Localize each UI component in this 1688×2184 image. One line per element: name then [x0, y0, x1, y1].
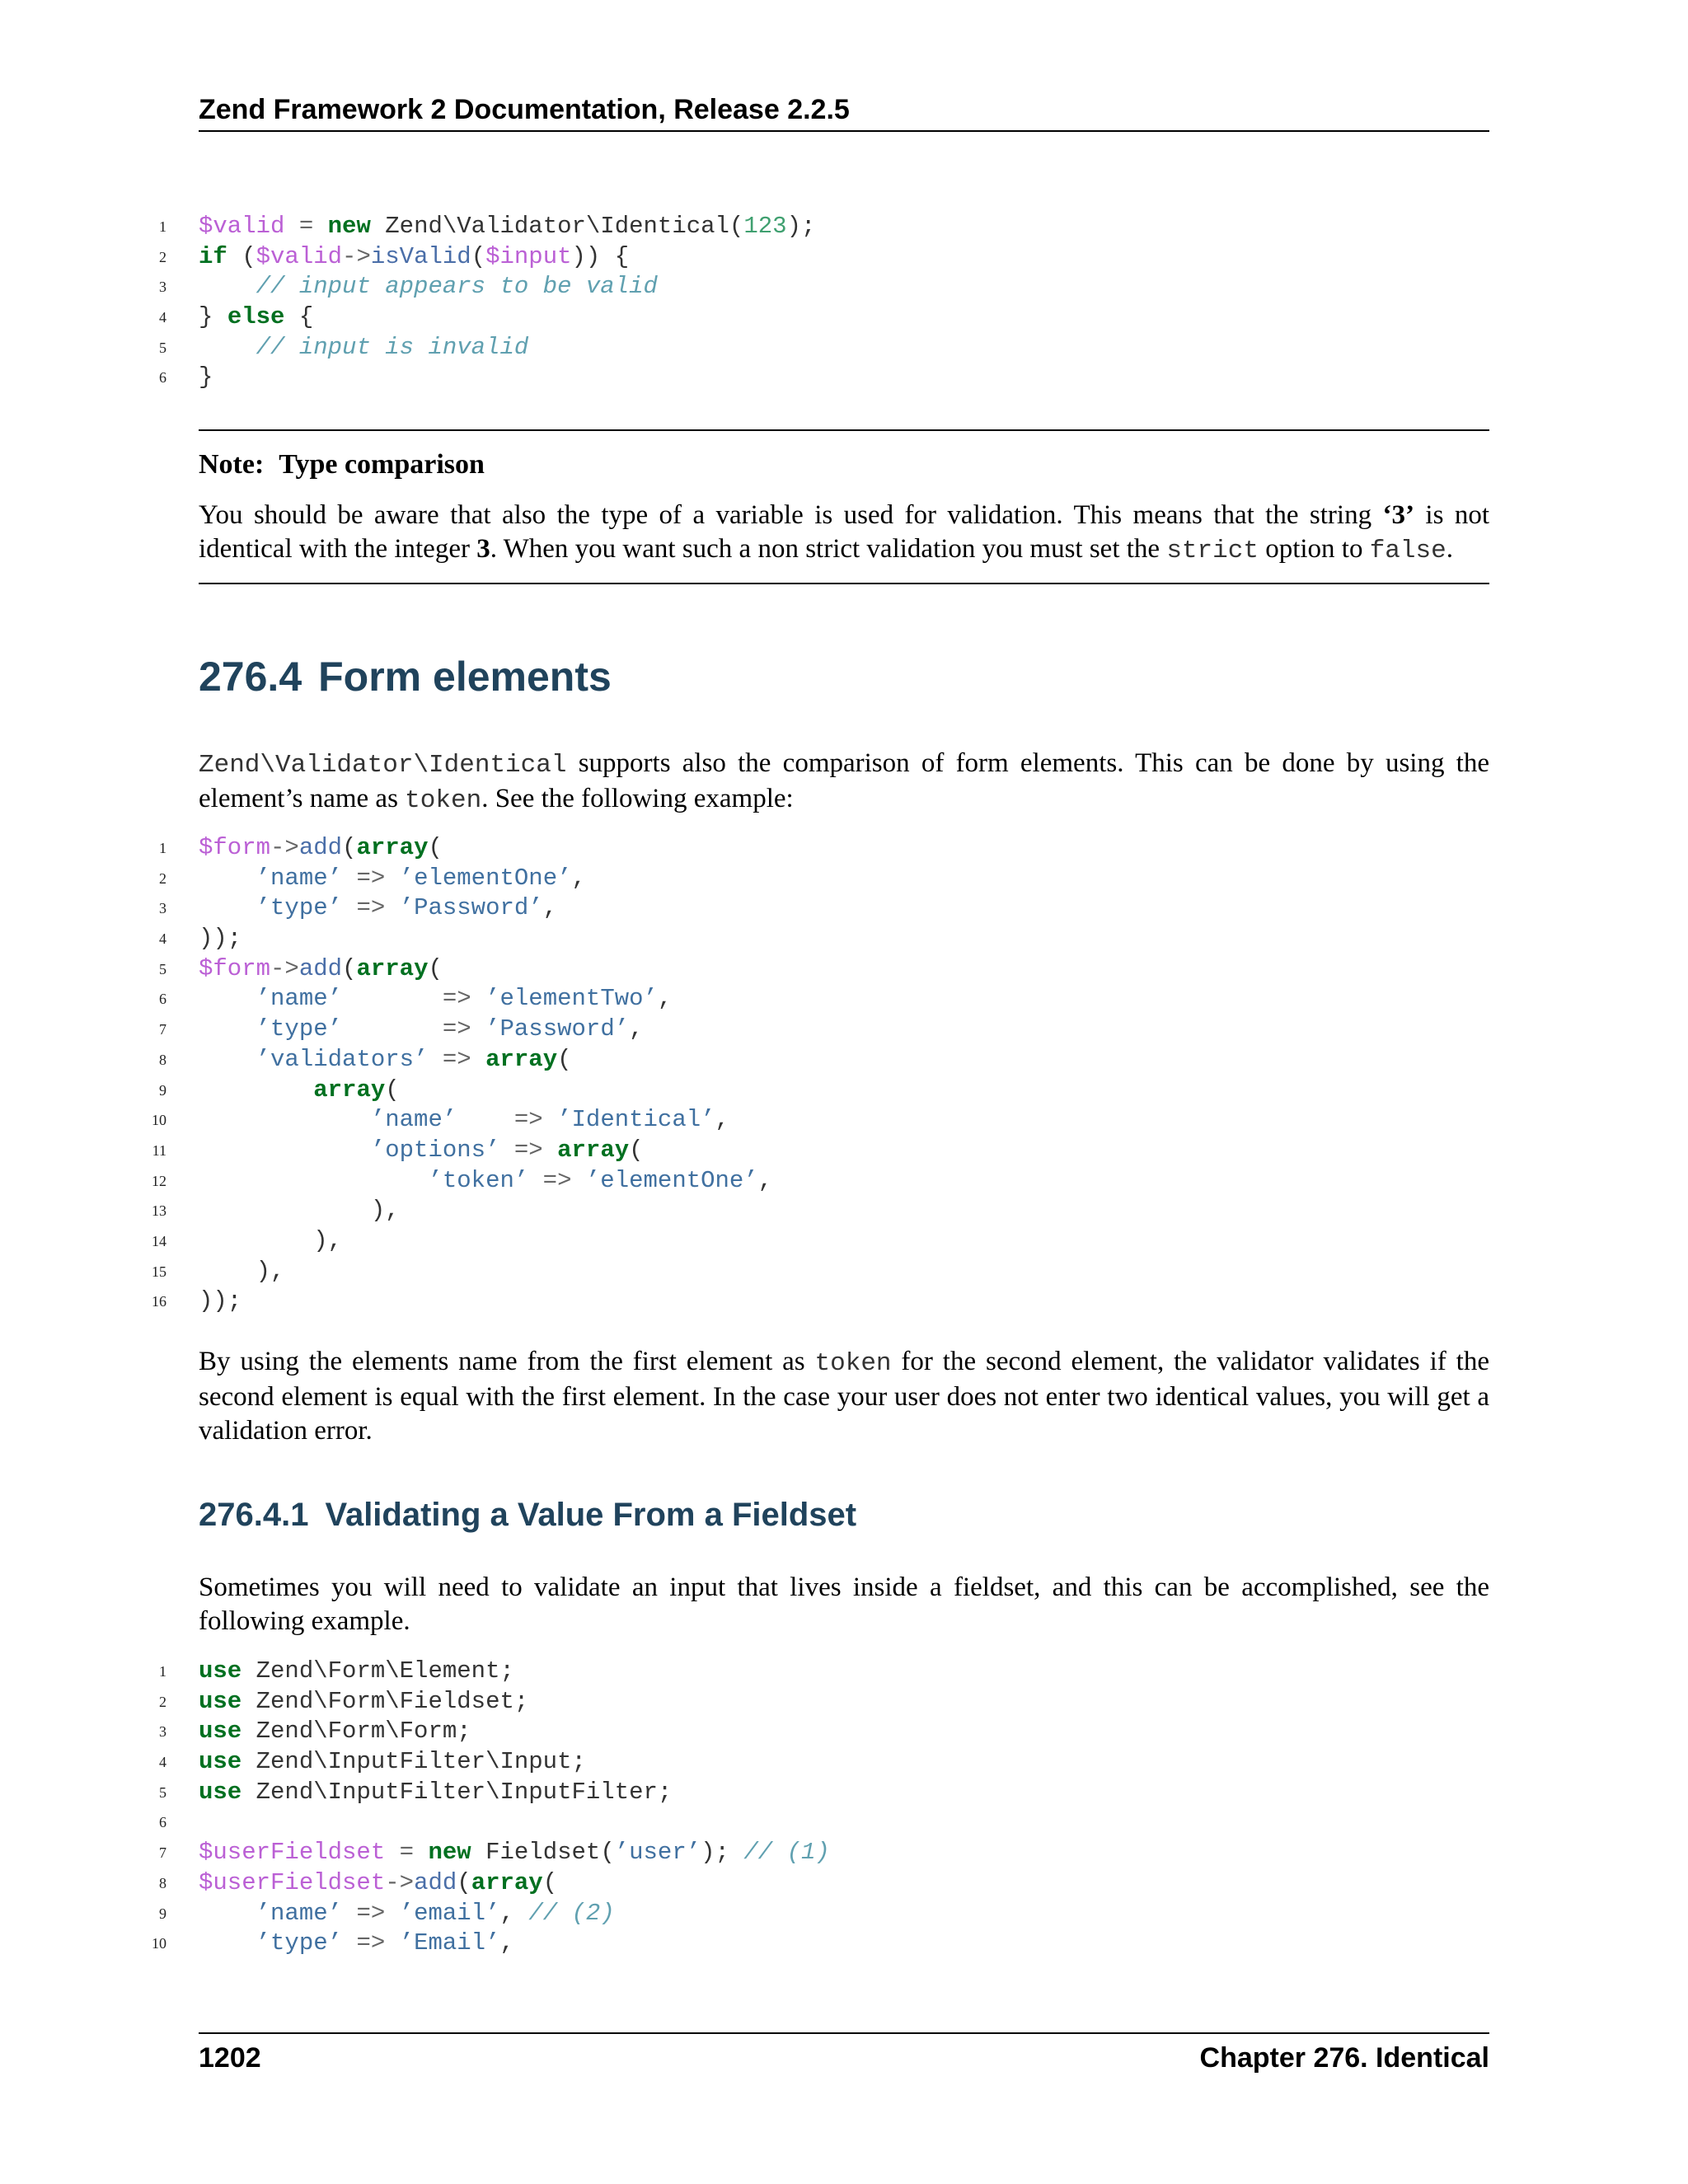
code-token: add: [298, 954, 343, 982]
code-token: ,: [571, 864, 586, 892]
code-text: [199, 864, 586, 894]
section-number: 276.4: [199, 654, 302, 700]
code-token: ));: [199, 925, 242, 953]
line-number: 15: [152, 1263, 166, 1280]
code-token: ’token’: [428, 1166, 529, 1194]
line-number: 5: [159, 1783, 166, 1801]
code-line: [132, 924, 1492, 954]
code-token: Fieldset(: [471, 1839, 615, 1867]
code-token: Zend\InputFilter\InputFilter;: [241, 1778, 673, 1806]
code-text: [199, 984, 672, 1015]
code-token: ’Password’: [485, 1015, 630, 1043]
code-text: [199, 1045, 572, 1076]
code-token: array: [557, 1136, 630, 1164]
code-token: new: [428, 1839, 471, 1867]
code-text: [199, 363, 213, 393]
code-token: ),: [199, 1257, 285, 1285]
code-token: ’name’: [256, 1899, 343, 1927]
code-token: ’Identical’: [557, 1106, 715, 1134]
code-token: [199, 1900, 256, 1927]
code-text: [199, 333, 528, 363]
inline-code-class: Zend\Validator\Identical: [199, 751, 567, 780]
code-token: // (2): [528, 1899, 615, 1927]
section-explanation-paragraph: [199, 1345, 1489, 1448]
note-bottom-rule: [199, 583, 1489, 584]
inline-code-token: token: [405, 786, 482, 815]
code-line: [132, 363, 1492, 393]
code-token: // input is invalid: [256, 333, 529, 361]
line-number: 3: [159, 279, 166, 296]
code-text: [199, 1687, 528, 1718]
code-token: ),: [199, 1226, 343, 1254]
code-token: [457, 1106, 514, 1133]
code-token: ’validators’: [256, 1045, 429, 1073]
code-token: =>: [513, 1106, 558, 1134]
code-token: [199, 1929, 256, 1957]
code-line: [132, 1105, 1492, 1136]
note-bold-string: ‘3’: [1382, 500, 1414, 530]
line-number: 11: [152, 1141, 166, 1159]
line-number: 13: [152, 1202, 166, 1220]
line-number: 4: [159, 309, 166, 326]
code-line: [132, 1015, 1492, 1045]
code-token: ’type’: [256, 1015, 343, 1043]
line-number: 1: [159, 1663, 166, 1680]
line-number: 16: [152, 1293, 166, 1310]
code-token: =>: [342, 1899, 400, 1927]
note-top-rule: [199, 429, 1489, 431]
code-token: add: [298, 834, 343, 861]
code-token: (: [342, 954, 357, 982]
line-number: 4: [159, 1754, 166, 1771]
code-text: [199, 242, 629, 273]
code-token: (: [227, 242, 256, 270]
code-text: [199, 1226, 342, 1257]
code-token: ,: [629, 1015, 644, 1043]
code-token: [199, 985, 256, 1012]
line-number: 6: [159, 1814, 166, 1831]
code-token: isValid: [370, 242, 471, 270]
code-token: [199, 273, 256, 300]
code-line: [132, 1136, 1492, 1166]
code-token: =>: [342, 894, 400, 922]
code-line: [132, 1717, 1492, 1747]
code-text: [199, 1899, 615, 1929]
code-line: [132, 1868, 1492, 1899]
line-number: 8: [159, 1051, 166, 1068]
code-text: [199, 1015, 644, 1045]
code-token: ’elementOne’: [585, 1166, 758, 1194]
paragraph-text: for the second element, the validator validates if the second element is equal with the first element. In the case your user does not enter two identical values, you will get a validation error.: [199, 1347, 1489, 1446]
code-token: $valid: [256, 242, 343, 270]
inline-code-token: token: [814, 1349, 892, 1378]
code-line: [132, 1076, 1492, 1106]
code-token: [342, 1015, 443, 1043]
code-token: ’name’: [256, 985, 343, 1013]
code-token: Zend\InputFilter\Input;: [241, 1748, 586, 1776]
note-text: You should be aware that also the type of a variable is used for validation. This means that the string: [199, 500, 1383, 530]
subsection-paragraph: Sometimes you will need to validate an input that lives inside a fieldset, and this can be accomplished, see the following example.: [199, 1572, 1489, 1636]
code-token: use: [199, 1687, 242, 1715]
code-token: ’Password’: [399, 894, 543, 922]
code-token: 123: [743, 213, 787, 240]
code-line: [132, 302, 1492, 333]
line-number: 14: [152, 1232, 166, 1249]
code-token: use: [199, 1657, 242, 1685]
code-text: [199, 1838, 830, 1868]
code-token: );: [786, 213, 816, 240]
code-token: Zend\Form\Fieldset;: [241, 1687, 529, 1715]
code-token: [199, 1046, 256, 1073]
code-token: ->: [270, 954, 299, 982]
code-text: [199, 1286, 241, 1317]
code-token: (: [471, 242, 486, 270]
note-title: [199, 449, 485, 480]
code-line: [132, 1687, 1492, 1718]
line-number: 5: [159, 960, 166, 977]
code-token: ,: [499, 1899, 529, 1927]
line-number: 2: [159, 1693, 166, 1710]
inline-code-false: false: [1369, 537, 1447, 565]
code-token: (: [629, 1136, 644, 1164]
code-token: [199, 1015, 256, 1043]
code-token: ’email’: [399, 1899, 500, 1927]
page-number: 1202: [199, 2042, 261, 2074]
note-text: option to: [1258, 534, 1370, 564]
code-line: [132, 1929, 1492, 1959]
code-text: [199, 833, 443, 864]
code-text: [199, 1076, 400, 1106]
code-line: [132, 1657, 1492, 1687]
code-token: =>: [342, 1929, 400, 1957]
code-token: array: [356, 834, 429, 861]
code-token: =: [284, 213, 328, 240]
line-number: 10: [152, 1935, 166, 1952]
code-token: [199, 865, 256, 892]
code-line: [132, 864, 1492, 894]
code-token: =>: [528, 1166, 586, 1194]
section-intro-paragraph: [199, 747, 1489, 818]
code-text: [199, 1717, 471, 1747]
code-line: [132, 333, 1492, 363]
code-token: =>: [428, 1045, 486, 1073]
code-line: [132, 893, 1492, 924]
code-line: [132, 1899, 1492, 1929]
code-text: [199, 924, 241, 954]
code-line: [132, 1226, 1492, 1257]
code-token: $userFieldset: [199, 1868, 386, 1896]
code-token: ,: [657, 985, 673, 1013]
code-text: [199, 272, 658, 302]
code-token: ->: [385, 1868, 415, 1896]
code-token: $input: [485, 242, 572, 270]
code-token: ->: [342, 242, 371, 270]
line-number: 4: [159, 930, 166, 948]
code-token: array: [485, 1045, 558, 1073]
code-text: [199, 1105, 729, 1136]
code-token: ’elementTwo’: [485, 985, 658, 1013]
code-block-1: [132, 212, 1492, 393]
line-number: 6: [159, 991, 166, 1008]
line-number: 9: [159, 1081, 166, 1099]
note-paragraph: [199, 499, 1489, 568]
code-block-3: [132, 1657, 1492, 1959]
line-number: 2: [159, 248, 166, 265]
code-token: ’Email’: [399, 1929, 500, 1957]
chapter-title: Chapter 276. Identical: [1199, 2042, 1489, 2074]
code-token: }: [199, 303, 227, 331]
code-token: ’name’: [370, 1106, 457, 1134]
code-token: (: [385, 1076, 400, 1104]
note-text: . When you want such a non strict validation you must set the: [490, 534, 1167, 564]
code-token: =>: [442, 1015, 486, 1043]
line-number: 5: [159, 339, 166, 356]
code-line: [132, 212, 1492, 242]
code-block-2: [132, 833, 1492, 1317]
paragraph-text: supports also the comparison of form elements. This can be done by using the element’s name as: [199, 748, 1489, 813]
code-token: Zend\Validator\Identical(: [370, 213, 744, 240]
code-line: [132, 1286, 1492, 1317]
code-token: =>: [442, 985, 486, 1013]
code-token: ’user’: [614, 1839, 701, 1867]
code-token: array: [313, 1076, 386, 1104]
code-token: ,: [499, 1929, 514, 1957]
code-token: [199, 334, 256, 361]
code-token: ),: [199, 1197, 400, 1225]
code-token: ’name’: [256, 864, 343, 892]
code-token: (: [542, 1868, 558, 1896]
note-text: .: [1446, 534, 1453, 564]
code-token: (: [342, 834, 357, 861]
code-token: (: [457, 1868, 471, 1896]
inline-code-strict: strict: [1166, 537, 1259, 565]
code-token: ->: [270, 834, 299, 861]
code-token: // (1): [743, 1839, 830, 1867]
line-number: 3: [159, 1723, 166, 1741]
line-number: 9: [159, 1905, 166, 1922]
code-token: ’type’: [256, 894, 343, 922]
line-number: 1: [159, 840, 166, 856]
code-text: [199, 1747, 586, 1778]
code-token: ,: [542, 894, 558, 922]
code-token: (: [557, 1045, 572, 1073]
code-token: $userFieldset: [199, 1839, 386, 1867]
code-text: [199, 1929, 514, 1959]
line-number: 2: [159, 869, 166, 887]
code-token: (: [428, 954, 443, 982]
subsection-title: Validating a Value From a Fieldset: [325, 1497, 857, 1533]
subsection-number: 276.4.1: [199, 1497, 309, 1533]
code-line: [132, 242, 1492, 273]
code-text: [199, 1657, 514, 1687]
code-line: [132, 272, 1492, 302]
line-number: 7: [159, 1844, 166, 1862]
code-token: ,: [715, 1106, 729, 1134]
code-line: [132, 1807, 1492, 1838]
running-header: Zend Framework 2 Documentation, Release 2.2.5: [199, 92, 1489, 132]
code-token: // input appears to be valid: [256, 273, 658, 301]
code-token: (: [428, 834, 443, 861]
code-token: [199, 894, 256, 921]
code-text: [199, 954, 443, 985]
line-number: 6: [159, 369, 166, 387]
code-token: )) {: [571, 242, 630, 270]
code-text: [199, 212, 815, 242]
code-token: new: [327, 213, 371, 240]
code-token: use: [199, 1748, 242, 1776]
code-token: $form: [199, 834, 271, 861]
code-line: [132, 1045, 1492, 1076]
code-line: [132, 1747, 1492, 1778]
code-token: $valid: [199, 213, 285, 240]
code-token: else: [227, 303, 285, 331]
line-number: 8: [159, 1874, 166, 1891]
note-text: is not identical with the integer: [199, 500, 1489, 564]
code-token: ’options’: [370, 1136, 500, 1164]
code-text: [199, 1257, 284, 1287]
code-token: =>: [499, 1136, 558, 1164]
code-text: [199, 1196, 400, 1226]
code-token: =: [385, 1839, 429, 1867]
line-number: 3: [159, 900, 166, 917]
code-token: use: [199, 1778, 242, 1806]
code-token: if: [199, 242, 227, 270]
code-token: ));: [199, 1287, 242, 1315]
code-token: =>: [342, 864, 400, 892]
code-token: {: [284, 303, 314, 331]
code-token: add: [414, 1868, 457, 1896]
paragraph-text: By using the elements name from the first element as: [199, 1347, 815, 1376]
code-line: [132, 833, 1492, 864]
note-heading: Type comparison: [279, 449, 485, 480]
code-token: [199, 1106, 371, 1133]
code-line: [132, 1166, 1492, 1197]
code-text: [199, 893, 557, 924]
code-token: Zend\Form\Form;: [241, 1718, 471, 1746]
line-number: 7: [159, 1021, 166, 1038]
code-text: [199, 1166, 772, 1197]
note-bold-integer: 3: [476, 534, 490, 564]
paragraph-text: . See the following example:: [481, 784, 794, 813]
code-line: [132, 954, 1492, 985]
line-number: 12: [152, 1172, 166, 1189]
code-token: [199, 1167, 428, 1194]
code-token: ’type’: [256, 1929, 343, 1957]
code-text: [199, 1868, 557, 1899]
code-text: [199, 1136, 644, 1166]
section-heading: [199, 653, 612, 701]
code-text: [199, 1778, 672, 1808]
code-line: [132, 1838, 1492, 1868]
code-token: [199, 1137, 371, 1164]
code-token: }: [199, 363, 213, 391]
code-line: [132, 1257, 1492, 1287]
subsection-heading: [199, 1497, 856, 1534]
code-line: [132, 1778, 1492, 1808]
code-token: );: [701, 1839, 744, 1867]
code-token: array: [356, 954, 429, 982]
code-token: array: [471, 1868, 543, 1896]
note-label: Note:: [199, 449, 265, 480]
code-token: ’elementOne’: [399, 864, 572, 892]
code-token: Zend\Form\Element;: [241, 1657, 514, 1685]
line-number: 10: [152, 1112, 166, 1129]
code-token: [342, 985, 443, 1012]
section-title: Form elements: [318, 654, 612, 700]
code-token: ,: [757, 1166, 773, 1194]
code-token: use: [199, 1718, 242, 1746]
code-line: [132, 1196, 1492, 1226]
code-line: [132, 984, 1492, 1015]
code-token: $form: [199, 954, 271, 982]
running-footer: [199, 2032, 1489, 2074]
code-token: [199, 1076, 313, 1104]
code-text: [199, 302, 313, 333]
line-number: 1: [159, 218, 166, 235]
